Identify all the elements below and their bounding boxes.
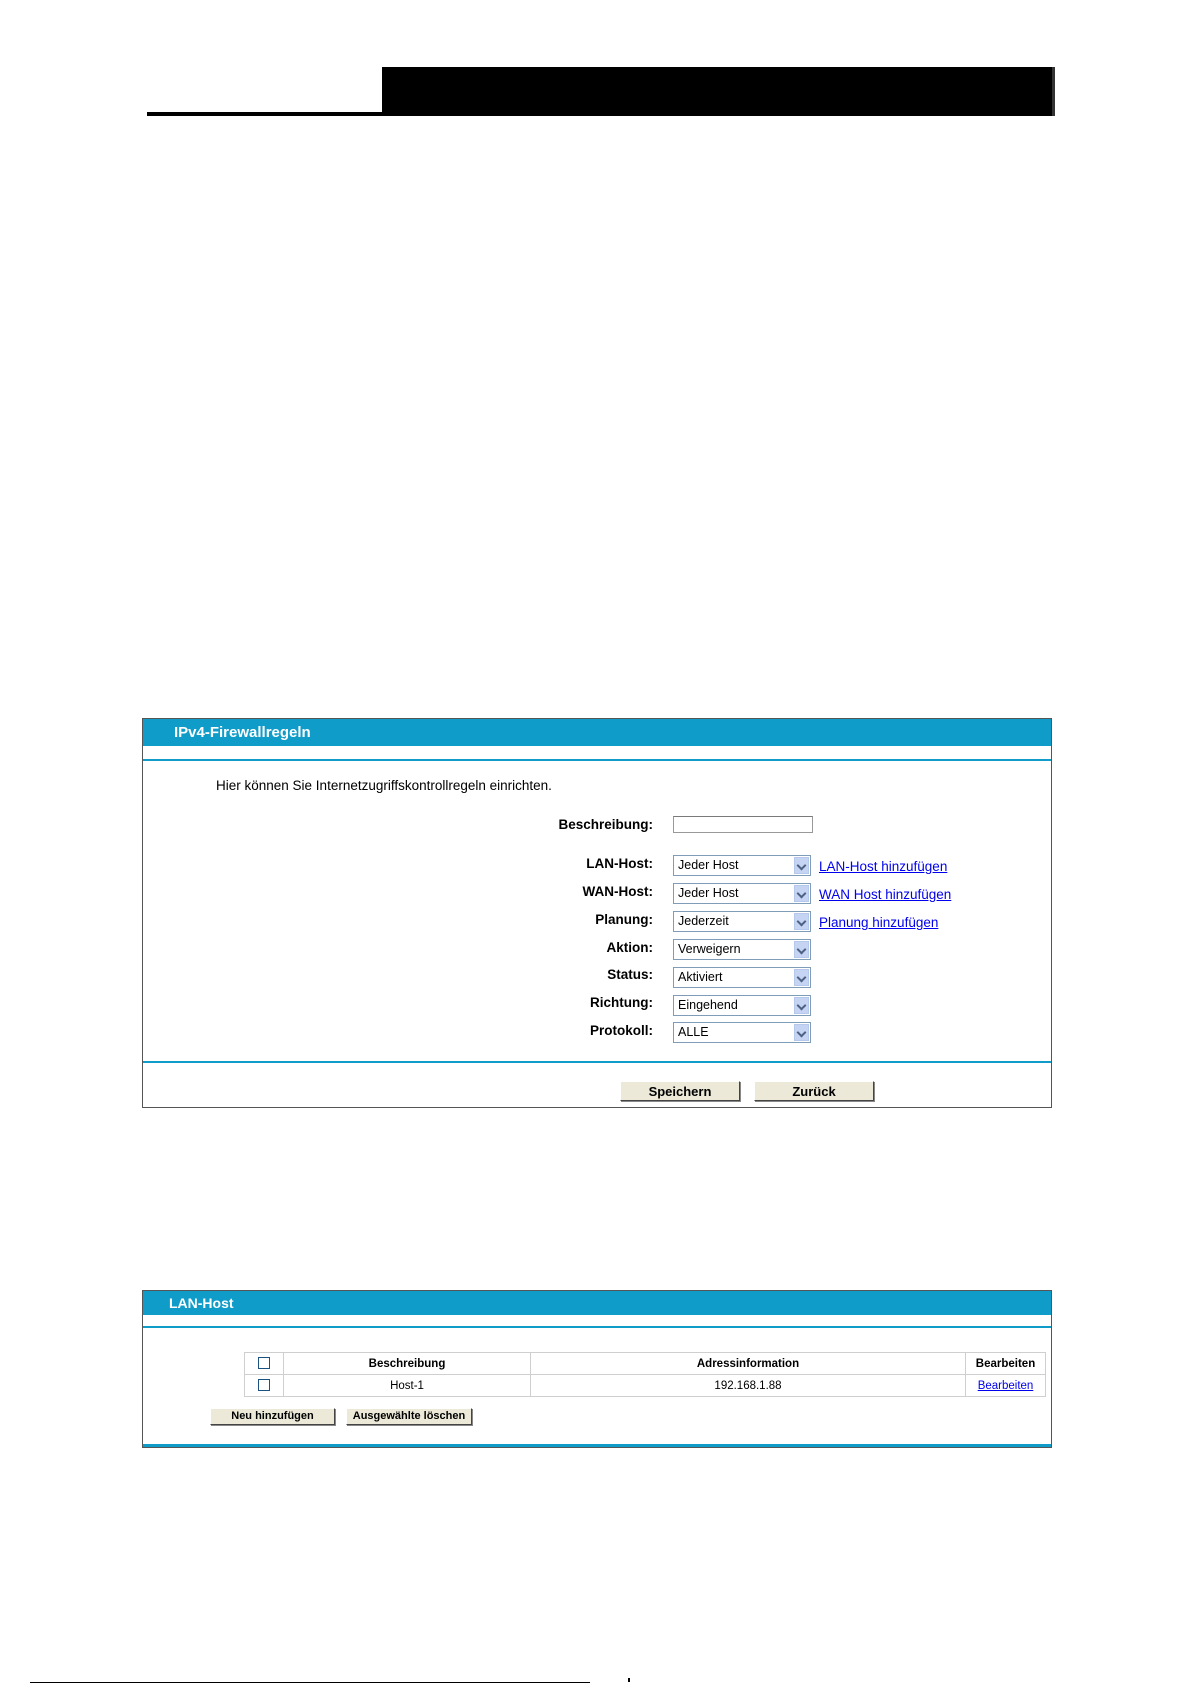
delete-selected-button[interactable]: Ausgewählte löschen — [346, 1408, 472, 1425]
chevron-down-icon[interactable] — [794, 857, 809, 874]
title-separator — [143, 1326, 1051, 1328]
description-label: Beschreibung: — [558, 817, 653, 832]
status-label: Status: — [607, 967, 653, 982]
chevron-down-icon[interactable] — [794, 941, 809, 958]
row-address: 192.168.1.88 — [531, 1375, 966, 1397]
status-select[interactable] — [673, 967, 811, 988]
add-wan-host-link[interactable]: WAN Host hinzufügen — [819, 887, 952, 902]
lan-host-panel — [142, 1290, 1052, 1448]
protocol-select-value: ALLE — [678, 1025, 709, 1039]
row-select-cell — [245, 1375, 284, 1397]
action-select-value: Verweigern — [678, 942, 741, 956]
chevron-down-icon[interactable] — [794, 913, 809, 930]
protocol-label: Protokoll: — [590, 1023, 653, 1038]
direction-select-value: Eingehend — [678, 998, 738, 1012]
wan-host-label: WAN-Host: — [582, 884, 653, 899]
lan-host-select[interactable] — [673, 855, 811, 876]
wan-host-select[interactable] — [673, 883, 811, 904]
table-header-row — [245, 1353, 1046, 1375]
row-description: Host-1 — [284, 1375, 531, 1397]
intro-text: Hier können Sie Internetzugriffskontrollregeln einrichten. — [216, 778, 552, 793]
row-checkbox[interactable] — [258, 1379, 270, 1391]
panel-title: LAN-Host — [143, 1291, 1051, 1315]
firewall-rules-panel — [142, 718, 1052, 1108]
save-button[interactable]: Speichern — [620, 1081, 740, 1101]
lan-host-label: LAN-Host: — [586, 856, 653, 871]
column-header-description: Beschreibung — [284, 1353, 531, 1375]
add-lan-host-link[interactable]: LAN-Host hinzufügen — [819, 859, 948, 874]
column-header-edit: Bearbeiten — [966, 1353, 1046, 1375]
direction-select[interactable] — [673, 995, 811, 1016]
row-edit-cell — [966, 1375, 1046, 1397]
footer-rule — [30, 1682, 590, 1683]
header-rule — [147, 112, 382, 116]
action-select[interactable] — [673, 939, 811, 960]
chevron-down-icon[interactable] — [794, 969, 809, 986]
protocol-select[interactable] — [673, 1022, 811, 1043]
title-separator — [143, 759, 1051, 761]
column-header-address: Adressinformation — [531, 1353, 966, 1375]
lan-host-select-value: Jeder Host — [678, 858, 739, 872]
direction-label: Richtung: — [590, 995, 653, 1010]
back-button[interactable]: Zurück — [754, 1081, 874, 1101]
header-bar — [382, 67, 1055, 116]
footer-separator — [143, 1061, 1051, 1063]
schedule-label: Planung: — [595, 912, 653, 927]
select-all-checkbox[interactable] — [258, 1357, 270, 1369]
edit-link[interactable]: Bearbeiten — [977, 1379, 1034, 1392]
table-row — [245, 1375, 1046, 1397]
footer-mark — [628, 1678, 630, 1682]
status-select-value: Aktiviert — [678, 970, 723, 984]
add-schedule-link[interactable]: Planung hinzufügen — [819, 915, 939, 930]
select-all-cell — [245, 1353, 284, 1375]
wan-host-select-value: Jeder Host — [678, 886, 739, 900]
add-new-button[interactable]: Neu hinzufügen — [210, 1408, 335, 1425]
lan-host-table — [244, 1352, 1046, 1397]
action-label: Aktion: — [606, 940, 653, 955]
panel-bottom-rule — [143, 1444, 1051, 1447]
panel-title: IPv4-Firewallregeln — [143, 719, 1051, 746]
chevron-down-icon[interactable] — [794, 997, 809, 1014]
schedule-select[interactable] — [673, 911, 811, 932]
chevron-down-icon[interactable] — [794, 1024, 809, 1041]
schedule-select-value: Jederzeit — [678, 914, 729, 928]
description-input[interactable] — [673, 816, 813, 833]
chevron-down-icon[interactable] — [794, 885, 809, 902]
